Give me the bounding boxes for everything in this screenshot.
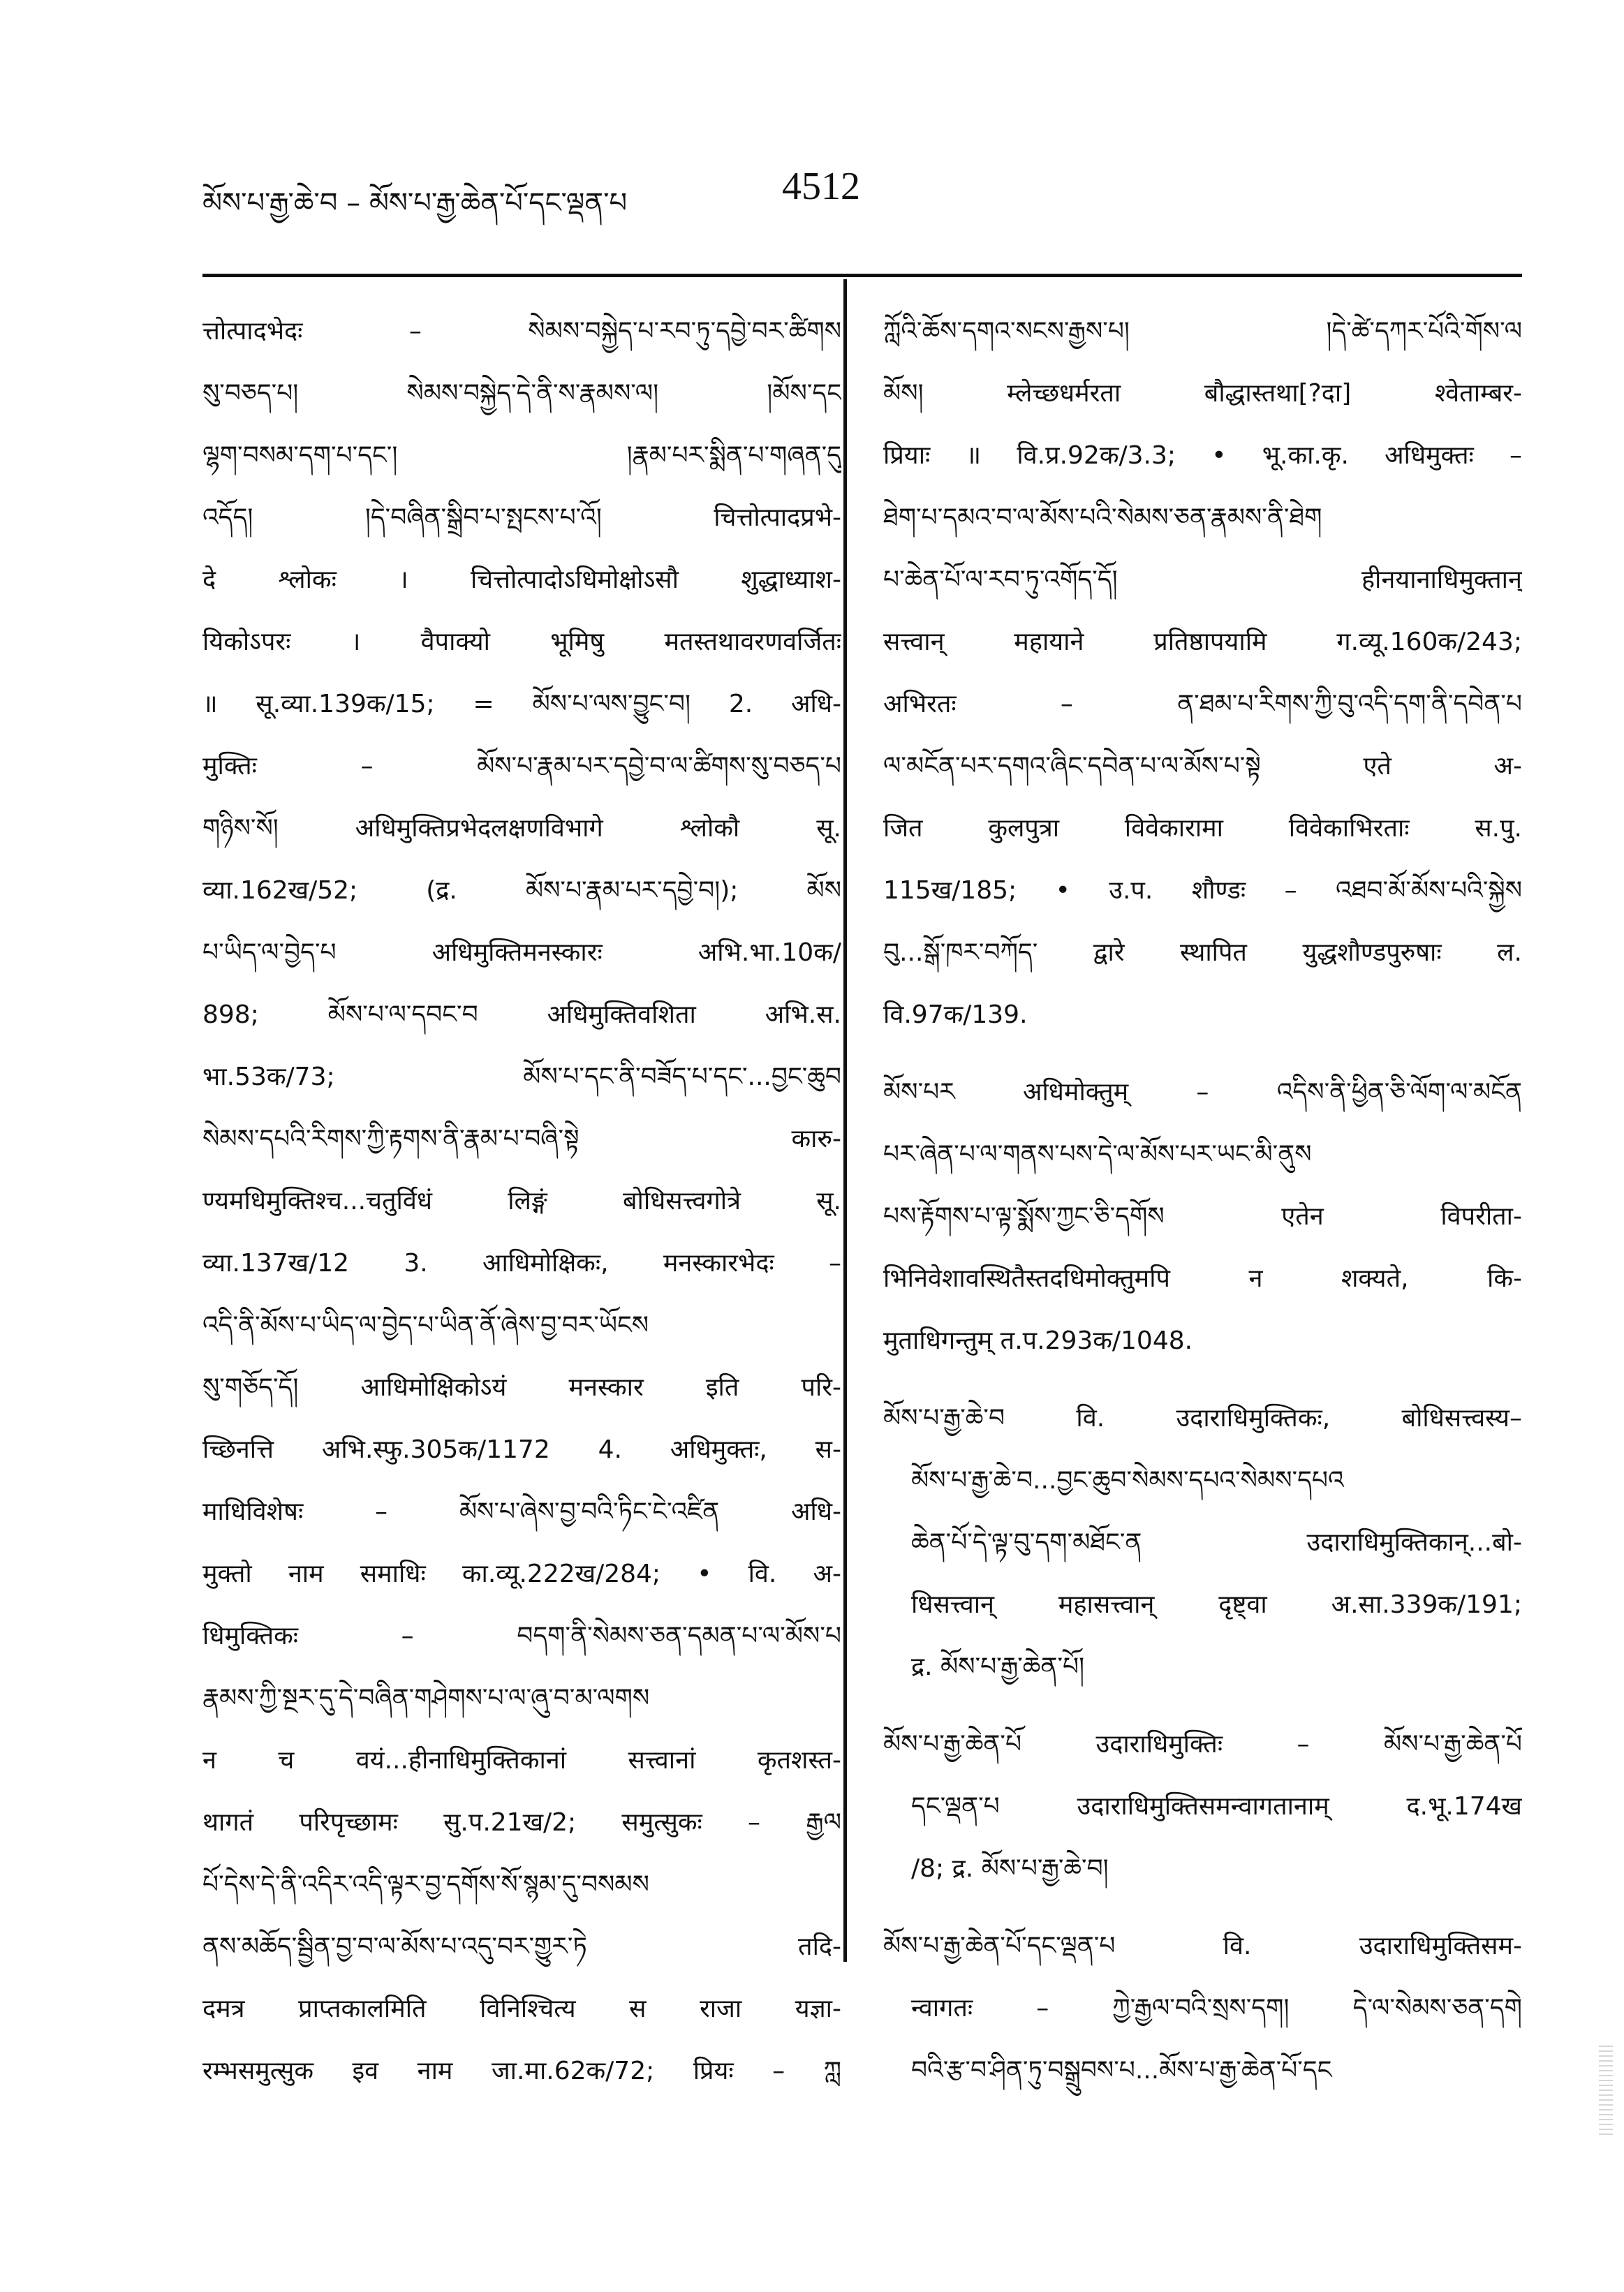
dictionary-entry	[883, 1915, 1522, 2101]
text-line: དང་ལྡན་པ उदाराधिमुक्तिसमन्वागतानाम् द.भू.174ख	[911, 1792, 1522, 1821]
text-line: 898; མོས་པ་ལ་དབང་བ अधिमुक्तिवशिता अभि.स.	[202, 1000, 841, 1029]
text-line: व्या.137ख/12 3. आधिमोक्षिकः, मनस्कारभेदः –	[202, 1249, 841, 1278]
text-line: སུ་བཅད་པ། སེམས་བསྐྱེད་དེ་ནི་ས་རྣམས་ལ། །མོས་དང	[202, 379, 841, 408]
text-line: པ་ཡིད་ལ་བྱེད་པ अधिमुक्तिमनस्कारः अभि.भा.10क/	[202, 938, 841, 967]
text-line: མོས་པ་རྒྱ་ཆེན་པོ་དང་ལྡན་པ वि. उदाराधिमुक्तिसम-	[883, 1932, 1522, 1960]
text-line: च्छिनत्ति अभि.स्फु.305क/1172 4. अधिमुक्तः, स-	[202, 1435, 841, 1464]
text-line: भिनिवेशावस्थितैस्तदधिमोक्तुमपि न शक्यते, कि-	[883, 1264, 1522, 1293]
text-line: मुक्तिः – མོས་པ་རྣམ་པར་དབྱེ་བ་ལ་ཚིགས་སུ་བཅད་པ	[202, 752, 841, 781]
text-line: འདོད། །དེ་བཞིན་སྒྲིབ་པ་སྤངས་པ་འོ། चित्तोत्पादप्रभे-	[202, 503, 841, 532]
text-line: /8; द्र. མོས་པ་རྒྱ་ཆེ་བ།	[911, 1854, 1109, 1883]
dictionary-entry	[883, 1713, 1522, 1900]
entry-paragraph	[883, 300, 1522, 1046]
page-header	[202, 164, 1529, 227]
text-line: མོས། म्लेच्छधर्मरता बौद्धास्तथा[?दा] श्वेताम्बर-	[883, 379, 1522, 408]
text-line: दे श्लोकः । चित्तोत्पादोऽधिमोक्षोऽसौ शुद्धाध्याश-	[202, 565, 841, 594]
text-line: त्तोत्पादभेदः – སེམས་བསྐྱེད་པ་རབ་ཏུ་དབྱེ་བར་ཚིགས	[202, 317, 841, 346]
text-line: བུ...སྒོ་ཁར་བཀོད་ द्वारे स्थापित युद्धशौण्डपुरुषाः ल.	[883, 938, 1522, 967]
text-line: न च वयं...हीनाधिमुक्तिकानां सत्त्वानां कृतशस्त-	[202, 1746, 841, 1775]
text-line: འདི་ནི་མོས་པ་ཡིད་ལ་བྱེད་པ་ཡིན་ནོ་ཞེས་བྱ་བར་ཡོངས	[202, 1311, 649, 1340]
text-line: 115ख/185; • उ.प. शौण्डः – འཐབ་མོ་མོས་པའི་སྐྱེས	[883, 876, 1522, 905]
text-line: ལ་མངོན་པར་དགའ་ཞིང་དབེན་པ་ལ་མོས་པ་སྟེ एते अ-	[883, 752, 1522, 781]
text-line: यिकोऽपरः । वैपाक्यो भूमिषु मतस्तथावरणवर्जितः	[202, 628, 841, 656]
text-line: द्र. མོས་པ་རྒྱ་ཆེན་པོ།	[911, 1653, 1085, 1681]
text-line: भा.53क/73; མོས་པ་དང་ནི་བཟོད་པ་དང་...བྱང་ཆུབ	[202, 1063, 841, 1091]
text-line: ལྷག་བསམ་དག་པ་དང་། །རྣམ་པར་སྨིན་པ་གཞན་དུ	[202, 441, 841, 470]
text-line: वि.97क/139.	[883, 1000, 1028, 1029]
column-divider	[843, 279, 847, 1962]
text-line: པ་ཆེན་པོ་ལ་རབ་ཏུ་འགོད་དོ། हीनयानाधिमुक्तान्	[883, 565, 1522, 594]
text-line: थागतं परिपृच्छामः सु.प.21ख/2; समुत्सुकः – རྒྱལ	[202, 1808, 841, 1837]
text-line: धिसत्त्वान् महासत्त्वान् दृष्ट्वा अ.सा.339क/191;	[911, 1590, 1522, 1619]
page-number: 4512	[782, 165, 860, 208]
text-line: གཉིས་སོ། अधिमुक्तिप्रभेदलक्षणविभागे श्लोकौ सू.	[202, 814, 841, 843]
header-rule	[202, 274, 1522, 277]
text-line: सत्त्वान् महायाने प्रतिष्ठापयामि ग.व्यू.160क/243;	[883, 628, 1522, 656]
text-line: मुताधिगन्तुम् त.प.293क/1048.	[883, 1326, 1193, 1355]
text-line: ཐེག་པ་དམའ་བ་ལ་མོས་པའི་སེམས་ཅན་རྣམས་ནི་ཐེག	[883, 503, 1322, 532]
text-line: मुक्तो नाम समाधिः का.व्यू.222ख/284; • वि. अ-	[202, 1560, 841, 1588]
entry-paragraph	[883, 1061, 1522, 1372]
text-line: न्वागतः – ཀྱེ་རྒྱལ་བའི་སྲས་དག། དེ་ལ་སེམས་ཅན་དགེ	[911, 1994, 1522, 2023]
text-line: दमत्र प्राप्तकालमिति विनिश्चित्य स राजा यज्ञा-	[202, 1995, 841, 2023]
text-line: པར་ཞེན་པ་ལ་གནས་པས་དེ་ལ་མོས་པར་ཡང་མི་ནུས	[883, 1140, 1312, 1169]
text-line: རྣམས་ཀྱི་སྔར་དུ་དེ་བཞིན་གཤེགས་པ་ལ་ཞུ་བ་མ་ལགས	[202, 1684, 650, 1713]
text-line: ཆེན་པོ་དེ་ལྟ་བུ་དག་མཐོང་ན उदाराधिमुक्तिकान्...बो-	[911, 1528, 1522, 1557]
text-line: माधिविशेषः – མོས་པ་ཞེས་བྱ་བའི་ཏིང་ངེ་འཛིན अधि-	[202, 1498, 841, 1526]
text-line: བའི་རྩ་བ་ཤིན་ཏུ་བསྒྲུབས་པ...མོས་པ་རྒྱ་ཆེན་པོ་དང	[911, 2056, 1332, 2085]
text-line: མོས་པ་རྒྱ་ཆེ་བ वि. उदाराधिमुक्तिकः, बोधिसत्त्वस्य–	[883, 1404, 1522, 1433]
text-line: धिमुक्तिकः – བདག་ནི་སེམས་ཅན་དམན་པ་ལ་མོས་པ	[202, 1622, 841, 1650]
left-column	[202, 300, 841, 2102]
dictionary-entry	[883, 1387, 1522, 1698]
text-line: སུ་གཅོད་དོ། आधिमोक्षिकोऽयं मनस्कार इति परि-	[202, 1373, 841, 1402]
text-line: མོས་པ་རྒྱ་ཆེ་བ...བྱང་ཆུབ་སེམས་དཔའ་སེམས་དཔའ	[911, 1466, 1344, 1495]
text-line: མོས་པ་རྒྱ་ཆེན་པོ उदाराधिमुक्तिः – མོས་པ་རྒྱ་ཆེན་པོ	[883, 1730, 1522, 1759]
text-line: ཀློའི་ཆོས་དགའ་སངས་རྒྱས་པ། །དེ་ཚེ་དཀར་པོའི་གོས་ལ	[883, 317, 1522, 346]
text-line: अभिरतः – ན་ཐམ་པ་རིགས་ཀྱི་བུ་འདི་དག་ནི་དབེན་པ	[883, 690, 1522, 718]
text-line: ॥ सू.व्या.139क/15; = མོས་པ་ལས་བྱུང་བ། 2. अधि-	[202, 690, 841, 718]
text-line: ནས་མཆོད་སྦྱིན་བྱ་བ་ལ་མོས་པ་འདུ་བར་གྱུར་ཏེ तदि-	[202, 1932, 841, 1961]
scan-speckle	[1599, 2046, 1613, 2136]
text-line: रम्भसमुत्सुक इव नाम जा.मा.62क/72; प्रियः – ཀླ	[202, 2057, 841, 2085]
right-column	[883, 300, 1522, 2117]
running-head: མོས་པ་རྒྱ་ཆེ་བ – མོས་པ་རྒྱ་ཆེན་པོ་དང་ལྡན་པ	[202, 187, 628, 219]
text-line: ण्यमधिमुक्तिश्च...चतुर्विधं लिङ्गं बोधिसत्त्वगोत्रे सू.	[202, 1187, 841, 1215]
text-line: སེམས་དཔའི་རིགས་ཀྱི་རྟགས་ནི་རྣམ་པ་བཞི་སྟེ कारु-	[202, 1125, 841, 1153]
text-line: प्रियाः ॥ वि.प्र.92क/3.3; • भू.का.कृ. अधिमुक्तः –	[883, 441, 1522, 470]
text-line: པོ་དེས་དེ་ནི་འདིར་འདི་ལྟར་བྱ་དགོས་སོ་སྙམ་དུ་བསམས	[202, 1870, 649, 1899]
text-line: པས་རྟོགས་པ་ལྟ་སྨོས་ཀྱང་ཅི་དགོས एतेन विपरीता-	[883, 1202, 1522, 1231]
text-line: མོས་པར अधिमोक्तुम् – འདིས་ནི་ཕྱིན་ཅི་ལོག་ལ་མངོན	[883, 1078, 1522, 1107]
text-line: जित कुलपुत्रा विवेकारामा विवेकाभिरताः स.पु.	[883, 814, 1522, 843]
text-line: व्या.162ख/52; (द्र. མོས་པ་རྣམ་པར་དབྱེ་བ།); མོས	[202, 876, 841, 905]
